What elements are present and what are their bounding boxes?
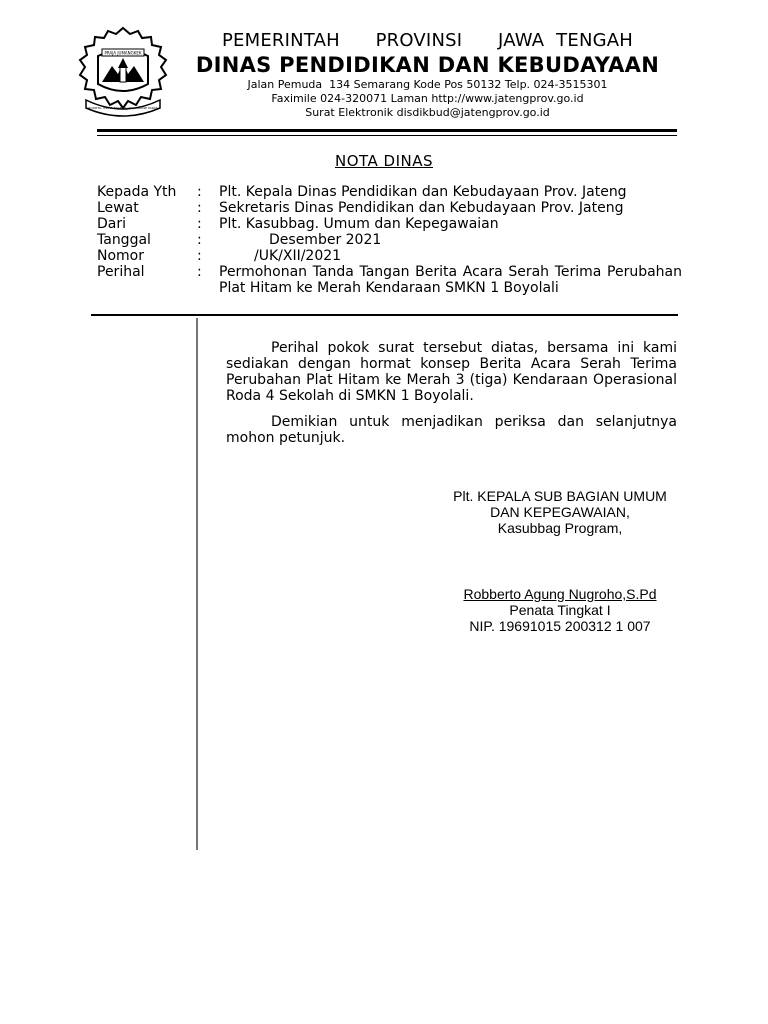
field-colon: : [197,216,202,232]
address-line-2: Faximile 024-320071 Laman http://www.jatengprov.go.id [271,92,584,105]
address-line-3: Surat Elektronik disdikbud@jatengprov.go.id [305,106,550,119]
field-row-lewat [97,200,682,216]
field-colon: : [197,184,202,200]
field-colon: : [197,248,202,264]
field-colon: : [197,200,202,216]
field-value: Plt. Kasubbag. Umum dan Kepegawaian [219,216,499,232]
field-row-perihal [97,264,682,296]
signatory-name: Robberto Agung Nugroho,S.Pd [463,586,657,602]
department-name: DINAS PENDIDIKAN DAN KEBUDAYAAN [195,53,660,77]
document-title: NOTA DINAS [334,152,434,170]
address-line-1: Jalan Pemuda 134 Semarang Kode Pos 50132 Telp. 024-3515301 [247,78,608,91]
field-value: Plt. Kepala Dinas Pendidikan dan Kebudayaan Prov. Jateng [219,184,627,200]
jawa-tengah-crest-icon [78,26,168,118]
field-label: Lewat [97,200,139,216]
field-row-nomor [97,248,682,264]
field-colon: : [197,264,202,280]
signature-title-line-1: Plt. KEPALA SUB BAGIAN UMUM [453,488,667,504]
signature-title-line-3: Kasubbag Program, [497,520,623,536]
memo-header-fields [97,184,682,296]
field-value: Sekretaris Dinas Pendidikan dan Kebudayaan Prov. Jateng [219,200,624,216]
field-value: /UK/XII/2021 [254,248,342,264]
field-label: Perihal [97,264,145,280]
margin-vertical-line [196,318,198,850]
letterhead-rule-thin [97,135,677,136]
field-value: Permohonan Tanda Tangan Berita Acara Serah Terima Perubahan Plat Hitam ke Merah Kendaraan SMKN 1 Boyolali [219,264,682,296]
field-colon: : [197,232,202,248]
field-row-dari [97,216,682,232]
memo-body [226,340,677,446]
signature-title-line-2: DAN KEPEGAWAIAN, [490,504,630,520]
field-label: Dari [97,216,127,232]
crest-banner-text: PRAJA JUMANGKEK [104,50,142,56]
field-row-tanggal [97,232,682,248]
signature-block [420,488,700,634]
government-name: PEMERINTAH PROVINSI JAWA TENGAH [221,30,634,51]
field-label: Nomor [97,248,144,264]
field-value: Desember 2021 [269,232,382,248]
signatory-nip: NIP. 19691015 200312 1 007 [469,618,651,634]
body-paragraph-1: Perihal pokok surat tersebut diatas, bersama ini kami sediakan dengan hormat konsep Berita Acara Serah Terima Perubahan Plat Hitam ke Merah 3 (tiga) Kendaraan Operasional Roda 4 Sekolah di SMKN 1 Boyolali. [226,340,677,404]
signatory-rank: Penata Tingkat I [509,602,611,618]
letterhead-rule-thick [97,129,677,132]
letterhead [180,30,675,120]
field-row-kepada [97,184,682,200]
field-label: Kepada Yth [97,184,177,200]
header-separator [91,314,678,316]
body-paragraph-2: Demikian untuk menjadikan periksa dan selanjutnya mohon petunjuk. [226,414,677,446]
crest-motto-text: ROSIPTA, ISWAR BRANTIS JAN JIRARASE PARAS [88,106,158,110]
field-label: Tanggal [97,232,151,248]
